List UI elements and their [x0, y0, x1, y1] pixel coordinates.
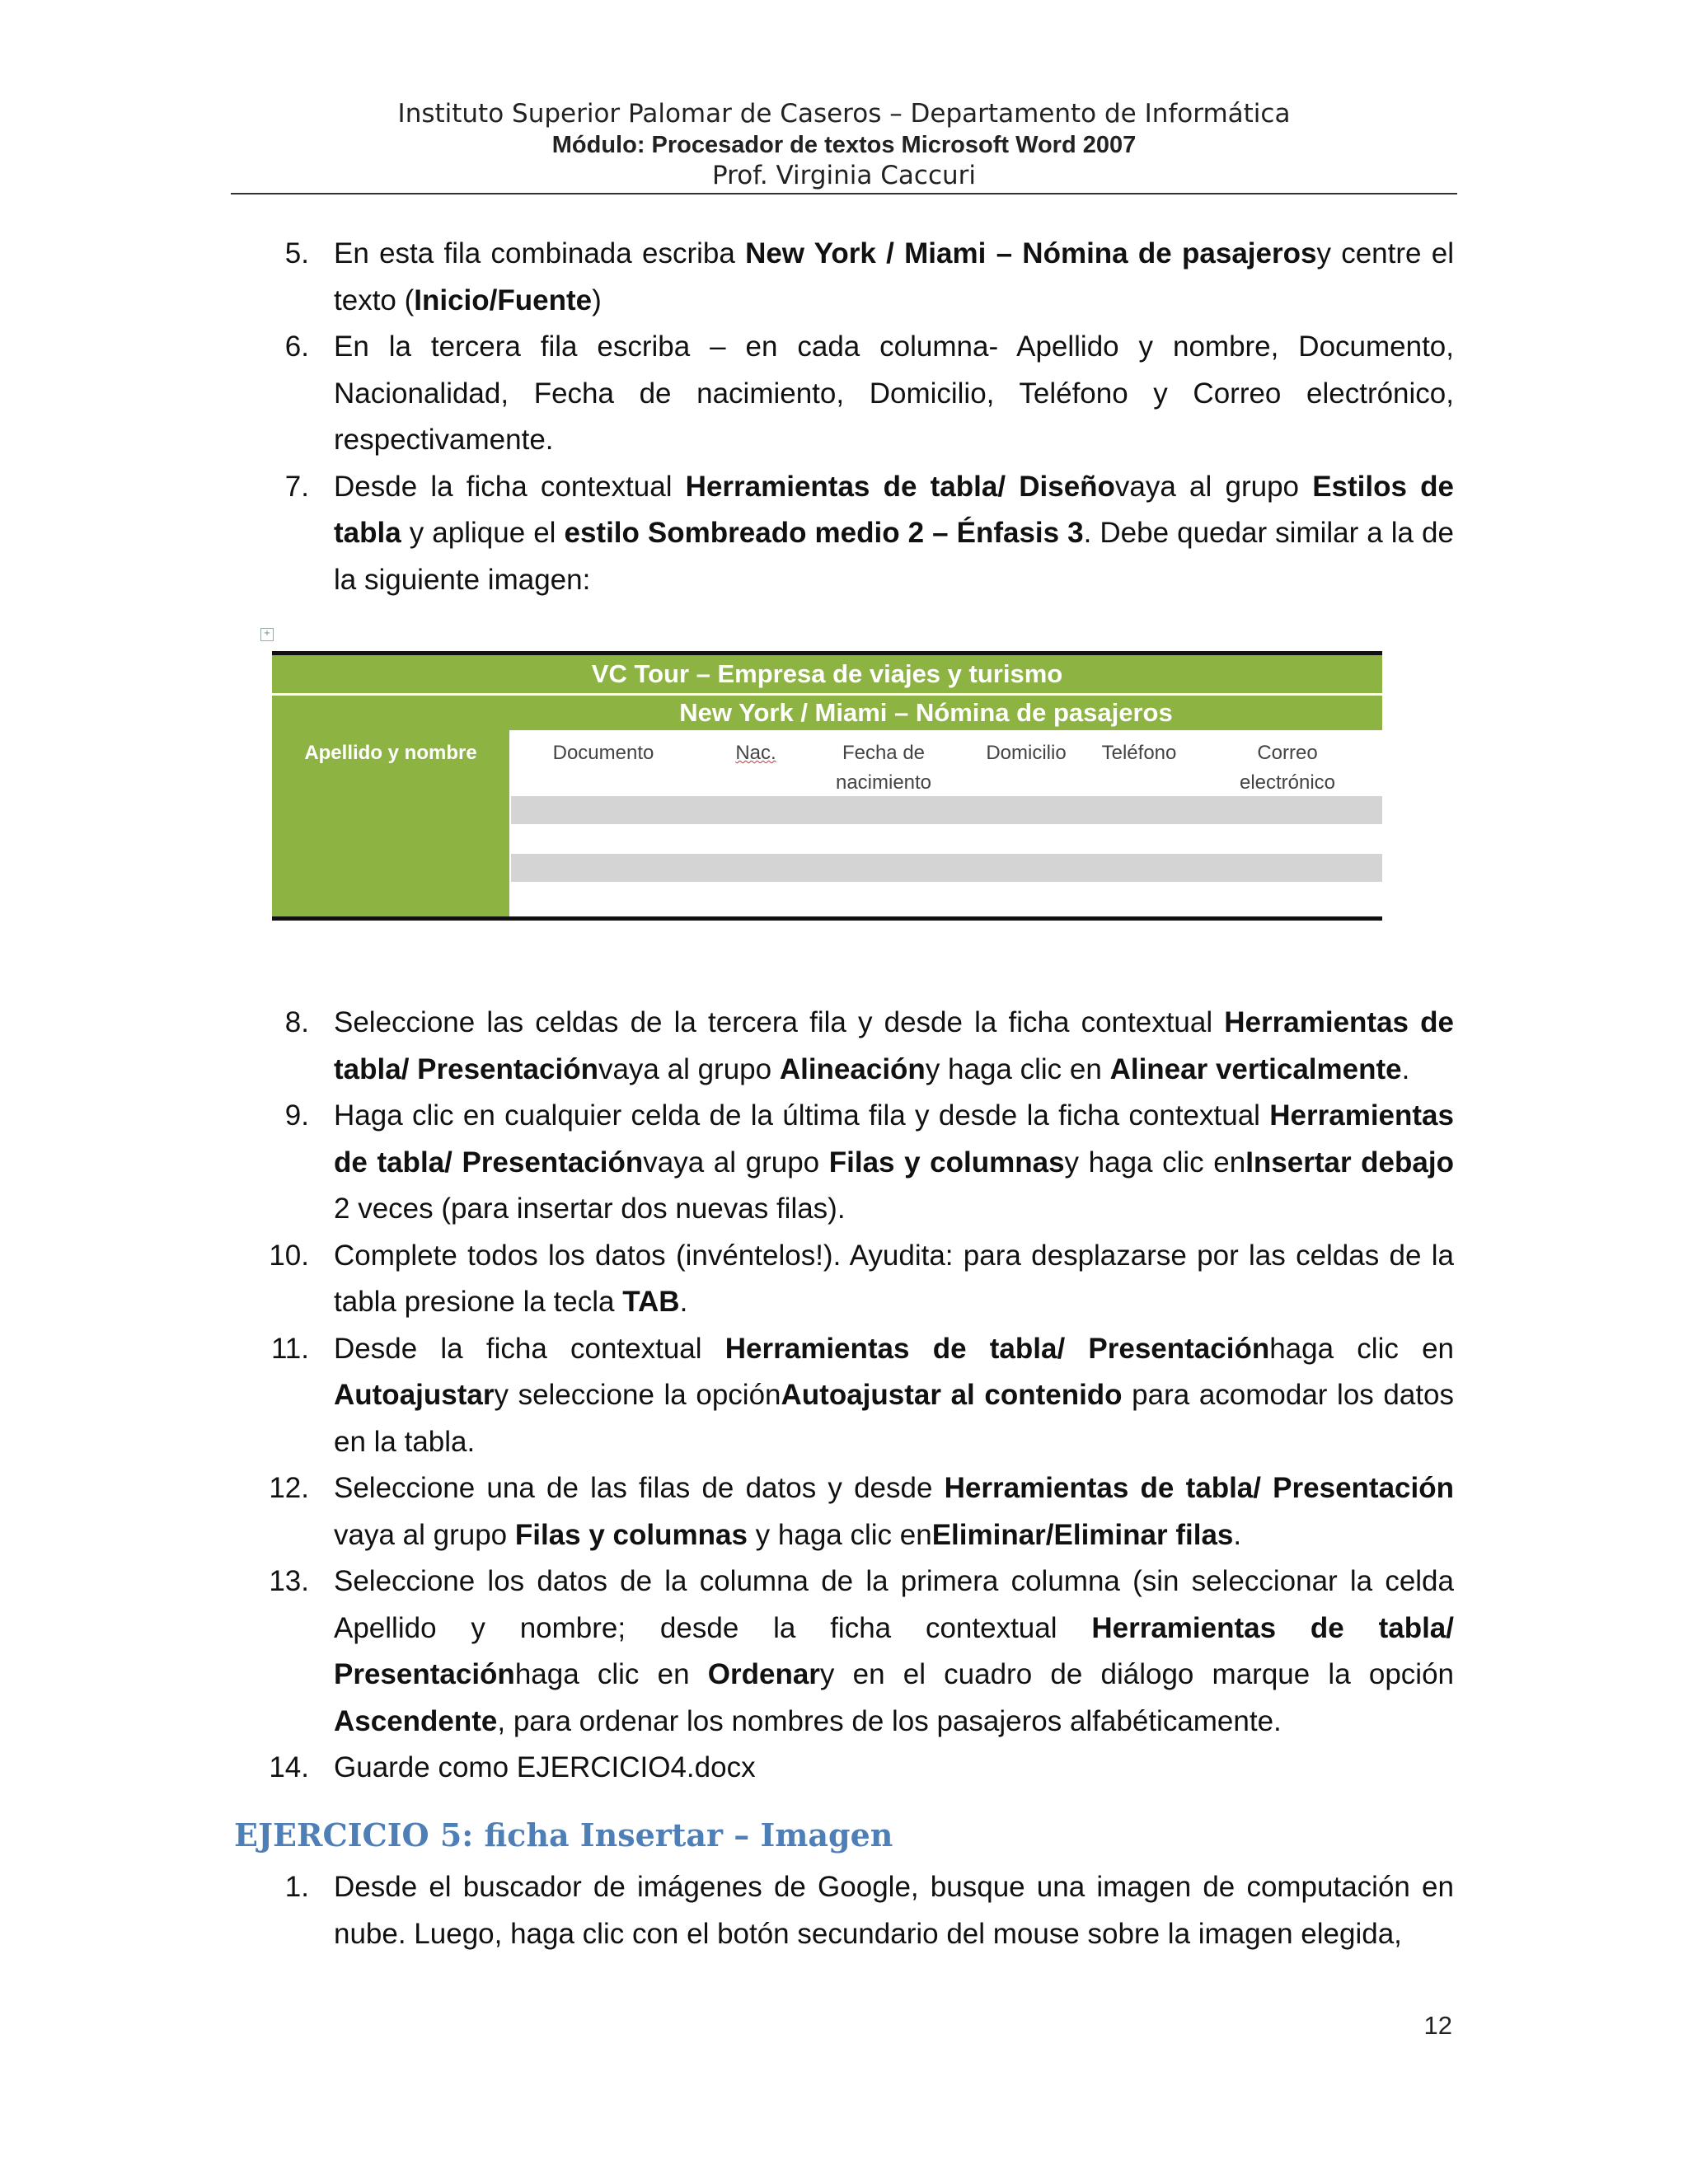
bold-text: New York / Miami – Nómina de pasajeros — [745, 237, 1317, 269]
instruction-list-c — [231, 1864, 1454, 1957]
text-run: En la tercera fila escriba – en cada columna- Apellido y nombre, Documento, Nacionalidad, Fecha de nacimiento, Domicilio, Teléfono y Correo electrónico, respectivamente. — [334, 330, 1454, 456]
bold-text: TAB — [622, 1286, 680, 1318]
list-item — [231, 1465, 1454, 1558]
table-header-cell: Teléfono — [1101, 742, 1177, 764]
text-run: y haga clic en — [747, 1518, 932, 1551]
text-run: y haga clic en — [1064, 1146, 1246, 1179]
bold-text: Herramientas de tabla/ Diseño — [685, 470, 1115, 503]
table-header-cell: Fecha de nacimiento — [835, 742, 932, 794]
list-item — [231, 1093, 1454, 1233]
table-title-row: VC Tour – Empresa de viajes y turismo — [272, 655, 1382, 693]
list-item-number: 5. — [284, 237, 309, 269]
instruction-list-b — [231, 1000, 1454, 1792]
list-item — [231, 1000, 1454, 1093]
page-number: 12 — [1423, 2011, 1452, 2040]
text-run: Desde la ficha contextual — [334, 1332, 725, 1365]
table-header-cell: Nac. — [735, 742, 776, 764]
table-banded-row — [511, 854, 1382, 882]
bold-text: Autoajustar al contenido — [781, 1379, 1123, 1411]
table-bottom-rule — [272, 916, 1382, 921]
text-run: . — [1233, 1518, 1242, 1551]
table-header-cell: Domicilio — [986, 742, 1067, 764]
bold-text: Inicio/Fuente — [414, 284, 593, 316]
bold-text: Herramientas de tabla/ Presentación — [334, 1099, 1454, 1179]
text-run: , para ordenar los nombres de los pasajeros alfabéticamente. — [497, 1704, 1282, 1737]
bold-text: Alinear verticalmente — [1109, 1052, 1402, 1085]
text-run: . Debe quedar similar a la de la siguiente imagen: — [334, 517, 1454, 596]
text-run: y centre el texto ( — [334, 237, 1454, 316]
list-item — [231, 231, 1454, 324]
bold-text: Herramientas de tabla/ Presentación — [724, 1332, 1270, 1365]
list-item — [231, 1558, 1454, 1745]
text-run: Desde la ficha contextual — [334, 470, 686, 503]
bold-text: Ordenar — [707, 1658, 820, 1690]
list-item — [231, 324, 1454, 464]
header-institute: Instituto Superior Palomar de Caseros – Departamento de Informática — [397, 99, 1291, 129]
table-subtitle-row — [272, 696, 1382, 730]
list-item-number: 7. — [284, 470, 309, 503]
list-item — [231, 1326, 1454, 1466]
text-run: Desde el buscador de imágenes de Google, busque una imagen de computación en nube. Luego, haga clic con el botón secundario del mouse sobre la imagen elegida, — [334, 1871, 1454, 1950]
section-heading: EJERCICIO 5: ficha Insertar – Imagen — [234, 1816, 893, 1854]
table-first-col-header: Apellido y nombre — [304, 742, 477, 764]
list-item-number: 14. — [269, 1751, 309, 1783]
text-run: . — [1401, 1052, 1410, 1085]
text-run: y aplique el — [401, 517, 565, 549]
text-run: Seleccione los datos de la columna de la primera columna (sin seleccionar la celda Apellido y nombre; desde la ficha contextual — [334, 1565, 1454, 1644]
list-item-number: 8. — [284, 1006, 309, 1038]
header-module: Módulo: Procesador de textos Microsoft Word 2007 — [551, 132, 1137, 158]
list-item-number: 12. — [269, 1472, 309, 1504]
list-item — [231, 1233, 1454, 1326]
list-item-number: 13. — [269, 1565, 309, 1597]
text-run: Complete todos los datos (invéntelos!). Ayudita: para desplazarse por las celdas de la tabla presione la tecla — [334, 1239, 1454, 1318]
list-item-number: 6. — [284, 330, 309, 363]
list-item — [231, 464, 1454, 604]
page-header — [231, 97, 1457, 191]
bold-text: Estilos de tabla — [334, 470, 1454, 549]
bold-text: Filas y columnas — [828, 1146, 1065, 1179]
instruction-list-a — [231, 231, 1454, 603]
list-item — [231, 1864, 1454, 1957]
bold-text: Eliminar/Eliminar filas — [931, 1518, 1234, 1551]
text-run: vaya al grupo — [334, 1518, 515, 1551]
text-run: vaya al grupo — [1114, 470, 1313, 503]
text-run: y en el cuadro de diálogo marque la opción — [819, 1658, 1454, 1690]
list-item-number: 9. — [284, 1099, 309, 1132]
text-run: Seleccione una de las filas de datos y desde — [334, 1472, 945, 1504]
text-run: 2 veces (para insertar dos nuevas filas). — [334, 1193, 846, 1225]
text-run: Haga clic en cualquier celda de la última fila y desde la ficha contextual — [334, 1099, 1270, 1132]
bold-text: Alineación — [779, 1052, 926, 1085]
bold-text: estilo Sombreado medio 2 – Énfasis 3 — [564, 517, 1084, 549]
text-run: vaya al grupo — [643, 1146, 829, 1179]
table-first-column — [272, 730, 509, 916]
bold-text: Ascendente — [334, 1704, 498, 1737]
bold-text: Herramientas de tabla/ Presentación — [334, 1611, 1454, 1690]
text-run: . — [679, 1286, 688, 1318]
table-banded-row — [511, 796, 1382, 824]
text-run: para acomodar los datos en la tabla. — [334, 1379, 1455, 1458]
text-run: Seleccione las celdas de la tercera fila y desde la ficha contextual — [334, 1006, 1225, 1038]
bold-text: Autoajustar — [334, 1379, 495, 1411]
table-header-cell: Correo electrónico — [1239, 742, 1336, 794]
text-run: vaya al grupo — [598, 1052, 780, 1085]
bold-text: Herramientas de tabla/ Presentación — [944, 1472, 1454, 1504]
text-run: Guarde como EJERCICIO4.docx — [334, 1751, 756, 1783]
text-run: y haga clic en — [925, 1052, 1110, 1085]
text-run: haga clic en — [1269, 1332, 1454, 1365]
list-item — [231, 1745, 1454, 1792]
bold-text: Filas y columnas — [514, 1518, 748, 1551]
list-item-number: 11. — [270, 1332, 309, 1365]
bold-text: Insertar debajo — [1245, 1146, 1454, 1179]
text-run: y seleccione la opción — [494, 1379, 781, 1411]
table-move-handle-icon: + — [260, 628, 274, 641]
table-style-example-image — [263, 629, 1390, 927]
list-item-number: 10. — [269, 1239, 309, 1272]
table-subtitle-text: New York / Miami – Nómina de pasajeros — [679, 698, 1173, 727]
header-rule — [231, 193, 1457, 194]
list-item-number: 1. — [284, 1871, 309, 1903]
text-run: haga clic en — [514, 1658, 708, 1690]
header-professor: Prof. Virginia Caccuri — [711, 161, 977, 190]
bold-text: Herramientas de tabla/ Presentación — [334, 1006, 1454, 1085]
text-run: En esta fila combinada escriba — [334, 237, 746, 269]
text-run: ) — [592, 284, 602, 316]
table-header-cell: Documento — [552, 742, 654, 764]
